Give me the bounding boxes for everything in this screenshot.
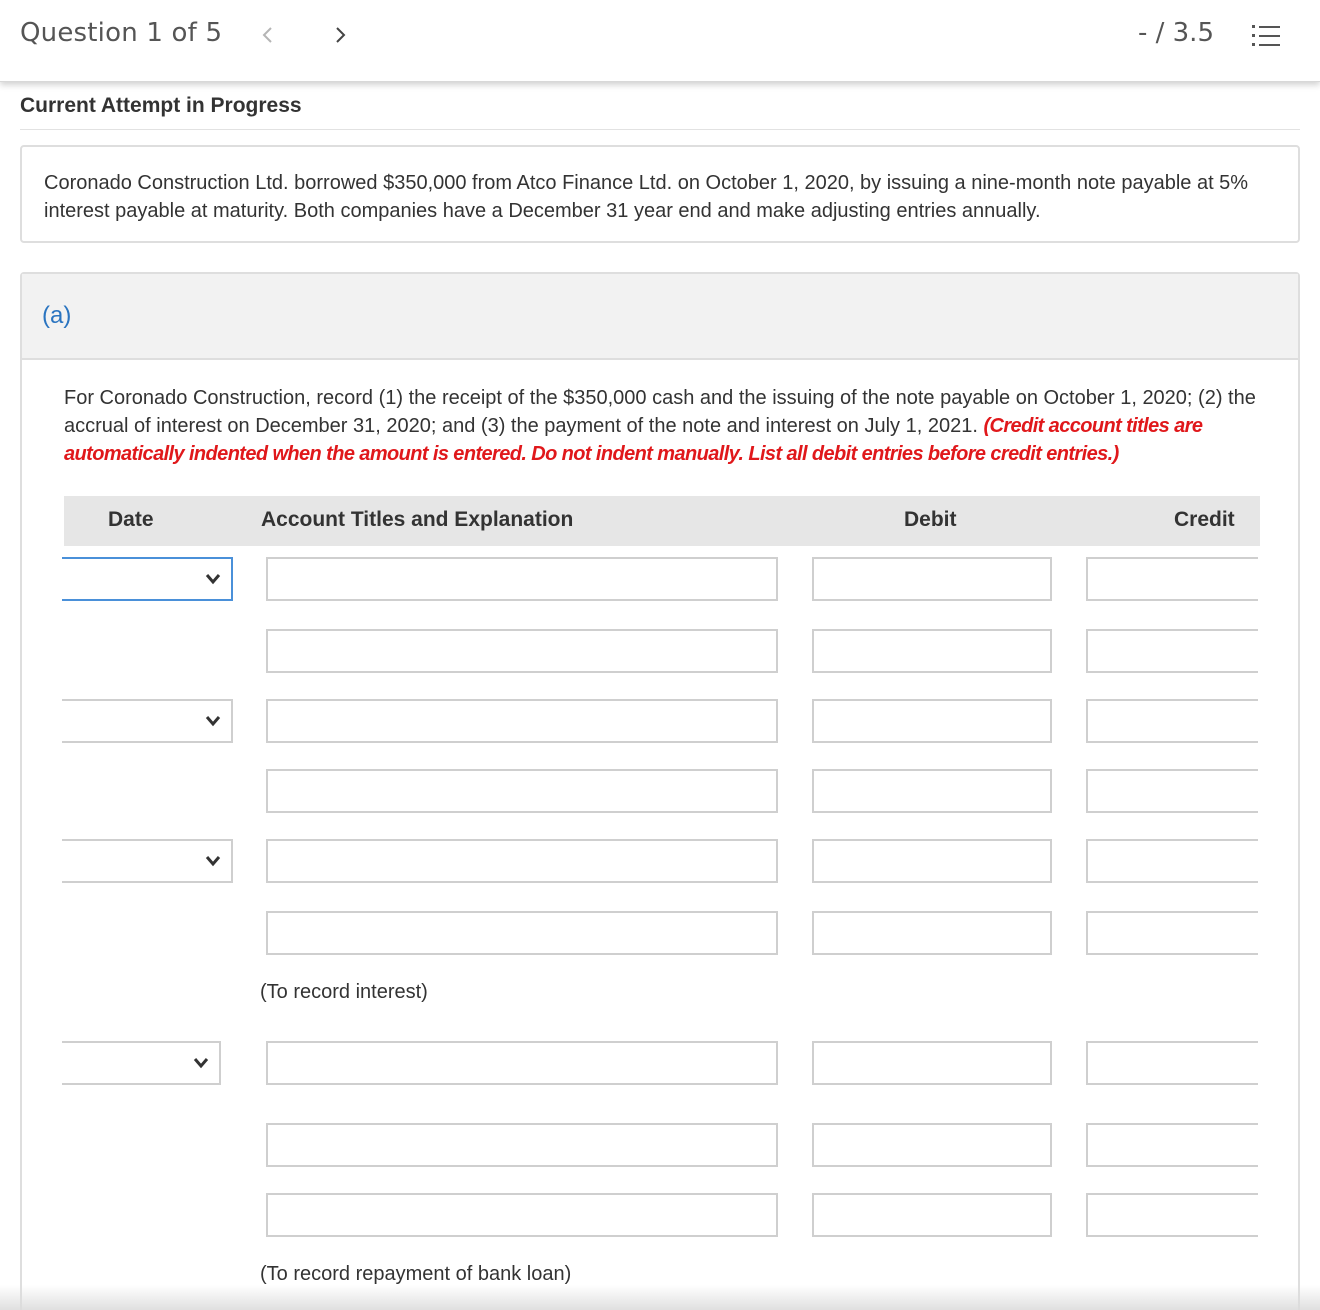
scroll-fade: [0, 1285, 1320, 1310]
account-input[interactable]: [266, 769, 778, 813]
account-input[interactable]: [266, 557, 778, 601]
account-input[interactable]: [266, 699, 778, 743]
debit-input[interactable]: [812, 1041, 1052, 1085]
credit-input[interactable]: [1086, 699, 1258, 743]
chevron-down-icon: [193, 1057, 209, 1069]
score-display: - / 3.5: [1137, 18, 1214, 48]
chevron-down-icon: [205, 855, 221, 867]
account-input[interactable]: [266, 1193, 778, 1237]
part-label: (a): [42, 302, 72, 329]
account-input[interactable]: [266, 1041, 778, 1085]
date-select[interactable]: [62, 839, 233, 883]
column-account: Account Titles and Explanation: [261, 508, 574, 531]
debit-input[interactable]: [812, 911, 1052, 955]
instruction-warning: (Credit account titles are automatically indented when the amount is entered. Do not indent manually. List all debit entries before credit entries.): [64, 415, 1203, 465]
credit-input[interactable]: [1086, 769, 1258, 813]
column-date: Date: [108, 508, 154, 531]
debit-input[interactable]: [812, 1193, 1052, 1237]
credit-input[interactable]: [1086, 1193, 1258, 1237]
credit-input[interactable]: [1086, 1123, 1258, 1167]
problem-text: Coronado Construction Ltd. borrowed $350,000 from Atco Finance Ltd. on October 1, 2020, by issuing a nine-month note payable at 5% interest payable at maturity. Both companies have a December 31 year end and make adjusting entries annually.: [44, 172, 1249, 222]
divider: [20, 129, 1300, 130]
debit-input[interactable]: [812, 839, 1052, 883]
credit-input[interactable]: [1086, 557, 1258, 601]
chevron-left-icon[interactable]: [258, 22, 278, 48]
date-select[interactable]: [62, 1041, 221, 1085]
question-header: [0, 0, 1320, 82]
part-a-panel: [20, 272, 1300, 1310]
credit-input[interactable]: [1086, 839, 1258, 883]
debit-input[interactable]: [812, 769, 1052, 813]
journal-table-header: [64, 496, 1260, 546]
chevron-down-icon: [205, 715, 221, 727]
account-input[interactable]: [266, 629, 778, 673]
numbered-list-icon[interactable]: [1252, 22, 1282, 50]
column-debit: Debit: [904, 508, 957, 531]
credit-input[interactable]: [1086, 629, 1258, 673]
column-credit: Credit: [1174, 508, 1235, 531]
credit-input[interactable]: [1086, 911, 1258, 955]
date-select[interactable]: [62, 699, 233, 743]
account-input[interactable]: [266, 911, 778, 955]
entry-note-repayment: (To record repayment of bank loan): [260, 1263, 572, 1285]
debit-input[interactable]: [812, 1123, 1052, 1167]
date-select[interactable]: [62, 557, 233, 601]
account-input[interactable]: [266, 1123, 778, 1167]
attempt-status: Current Attempt in Progress: [20, 94, 302, 117]
credit-input[interactable]: [1086, 1041, 1258, 1085]
instructions: [64, 384, 1264, 468]
account-input[interactable]: [266, 839, 778, 883]
entry-note-interest: (To record interest): [260, 981, 428, 1003]
debit-input[interactable]: [812, 699, 1052, 743]
chevron-right-icon[interactable]: [330, 22, 350, 48]
part-header: [22, 274, 1298, 360]
debit-input[interactable]: [812, 557, 1052, 601]
chevron-down-icon: [205, 573, 221, 585]
problem-statement: [20, 145, 1300, 243]
question-counter: Question 1 of 5: [20, 18, 223, 48]
debit-input[interactable]: [812, 629, 1052, 673]
instruction-text: For Coronado Construction, record (1) the receipt of the $350,000 cash and the issuing of the note payable on October 1, 2020; (2) the accrual of interest on December 31, 2020; and (3) the payment of the note and interest on July 1, 2021.: [64, 387, 1256, 437]
